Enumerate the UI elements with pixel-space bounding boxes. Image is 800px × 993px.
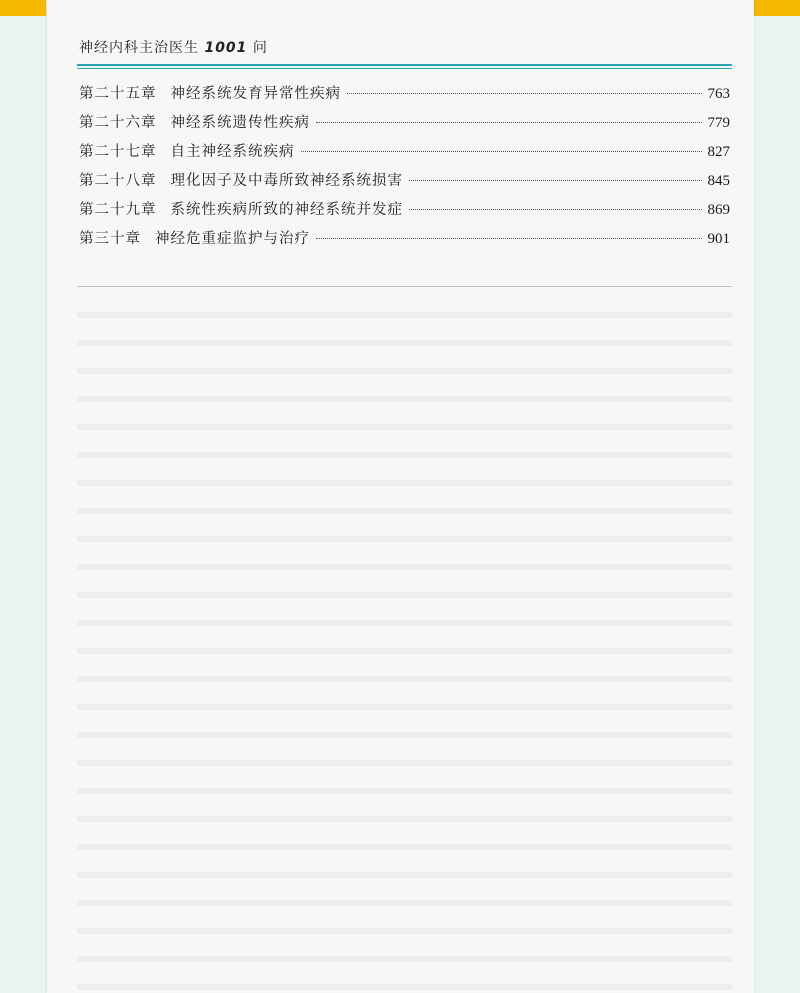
toc-leader [316,238,702,239]
header-title: 神经内科主治医生 [79,40,199,56]
toc-chapter: 第二十八章 [79,173,157,189]
toc-chapter: 第二十九章 [79,202,157,218]
toc-chapter: 第二十五章 [79,86,157,102]
toc-entry[interactable] [79,227,730,256]
header-rule-thin [77,68,732,69]
toc-chapter: 第三十章 [79,231,141,247]
toc-title: 神经系统发育异常性疾病 [170,86,341,102]
header-rule [77,64,732,66]
bleed-through-rule [77,286,732,287]
toc-chapter: 第二十七章 [79,144,157,160]
toc-page: 901 [707,231,730,247]
toc-title: 神经危重症监护与治疗 [155,231,310,247]
toc-entry[interactable] [79,140,730,169]
toc-title: 自主神经系统疾病 [170,144,295,160]
toc-leader [347,93,702,94]
toc-leader [409,209,702,210]
toc-chapter: 第二十六章 [79,115,157,131]
toc-page: 763 [707,86,730,102]
header-number: 1001 [204,40,248,56]
toc-title: 系统性疾病所致的神经系统并发症 [170,202,403,218]
toc-title: 神经系统遗传性疾病 [170,115,310,131]
top-left-tab [0,0,46,16]
book-page [47,0,754,993]
bleed-through-texture [77,290,732,993]
toc-leader [316,122,702,123]
running-header [79,37,268,57]
toc-page: 869 [707,202,730,218]
top-right-tab [752,0,800,16]
toc-page: 845 [707,173,730,189]
toc-entry[interactable] [79,169,730,198]
toc-title: 理化因子及中毒所致神经系统损害 [170,173,403,189]
toc-page: 779 [707,115,730,131]
toc-entry[interactable] [79,111,730,140]
toc-entry[interactable] [79,82,730,111]
toc-entry[interactable] [79,198,730,227]
toc-leader [409,180,702,181]
table-of-contents [79,82,730,256]
header-suffix: 问 [252,40,268,56]
toc-leader [301,151,702,152]
toc-page: 827 [707,144,730,160]
